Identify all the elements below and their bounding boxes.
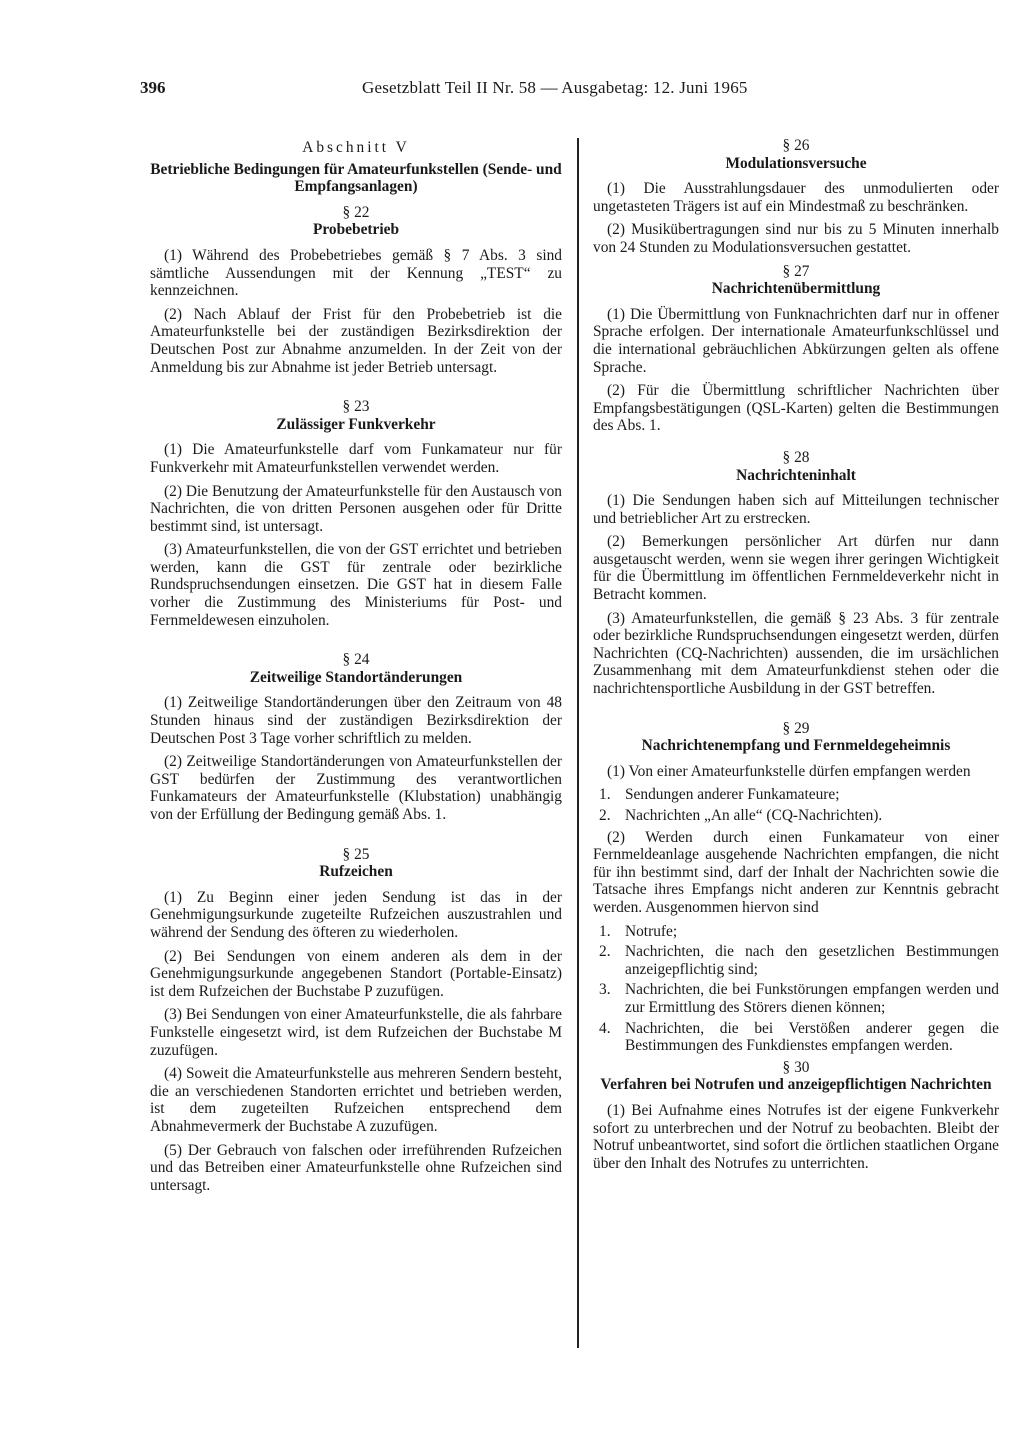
- paragraph-number: § 24: [342, 651, 370, 669]
- list-text: Nachrichten, die bei Verstößen anderer gegen die Bestimmungen des Funkdienstes empfangen werden.: [625, 1019, 999, 1055]
- text-paragraph: (2) Zeitweilige Standortänderungen von Amateurfunkstellen der GST bedürfen der Zustimmung des verantwortlichen Funkamateurs der Amateurfunkstelle (Klubstation) unabhängig von der Erfüllung der Bedingung gemäß Abs. 1.: [150, 753, 562, 823]
- list-text: Notrufe;: [625, 922, 678, 940]
- text-paragraph: (2) Musikübertragungen sind nur bis zu 5 Minuten innerhalb von 24 Stunden zu Modulationsversuchen gestattet.: [593, 221, 999, 256]
- list-item: [593, 943, 999, 978]
- enumerated-list: [593, 923, 999, 1055]
- paragraph-title: Probebetrieb: [312, 221, 400, 239]
- list-number: 4.: [599, 1019, 611, 1037]
- text-paragraph: (1) Die Übermittlung von Funknachrichten darf nur in offener Sprache erfolgen. Der internationale Amateurfunkschlüssel und die international gebräuchlichen Abkürzungen gelten als offene Sprache.: [593, 305, 999, 376]
- list-number: 1.: [599, 786, 611, 804]
- text-paragraph: (1) Die Ausstrahlungsdauer des unmodulierten oder ungetasteten Trägers ist auf ein Mindestmaß zu beschränken.: [593, 180, 999, 215]
- list-number: 3.: [599, 981, 611, 999]
- text-paragraph: (1) Die Sendungen haben sich auf Mitteilungen technischer und betrieblicher Art zu erstrecken.: [593, 492, 999, 527]
- text-paragraph: (1) Bei Aufnahme eines Notrufes ist der eigene Funkverkehr sofort zu unterbrechen und der Notruf zu beobachten. Bleibt der Notruf unbeantwortet, sind sofort die örtlichen staatlichen Organe über den Inhalt des Notrufes zu unterrichten.: [593, 1101, 999, 1172]
- paragraph-title: Nachrichtenempfang und Fernmeldegeheimnis: [641, 737, 951, 755]
- paragraph-title: Zulässiger Funkverkehr: [276, 415, 436, 433]
- text-paragraph: (2) Die Benutzung der Amateurfunkstelle für den Austausch von Nachrichten, die von dritten Personen ausgehen oder für Dritte bestimmt sind, ist untersagt.: [150, 482, 562, 535]
- gazette-title: Gesetzblatt Teil II Nr. 58 — Ausgabetag: 12. Juni 1965: [362, 78, 748, 97]
- paragraph-number: § 23: [342, 398, 370, 416]
- list-number: 2.: [599, 807, 611, 824]
- section-heading: Abschnitt V: [302, 139, 410, 156]
- paragraph-title: Rufzeichen: [319, 863, 393, 881]
- text-paragraph: (4) Soweit die Amateurfunkstelle aus mehreren Sendern besteht, die an verschiedenen Standorten errichtet und betrieben werden, ist dem zugeteilten Rufzeichen entsprechend dem Abnahmevermerk der Buchstabe A zuzufügen.: [150, 1065, 562, 1135]
- enumerated-list: [593, 786, 999, 824]
- list-text: Nachrichten „An alle“ (CQ-Nachrichten).: [625, 807, 883, 824]
- paragraph-number: § 27: [782, 262, 810, 280]
- page-header: [130, 78, 890, 104]
- paragraph-title: Modulationsversuche: [725, 154, 867, 172]
- paragraph-title: Nachrichteninhalt: [736, 466, 856, 484]
- text-paragraph: (1) Während des Probebetriebes gemäß § 7 Abs. 3 sind sämtliche Aussendungen mit der Kennung „TEST“ zu kennzeichnen.: [150, 246, 562, 300]
- text-paragraph: (1) Zu Beginn einer jeden Sendung ist das in der Genehmigungsurkunde zugeteilte Rufzeichen auszustrahlen und während der Sendung des öfteren zu wiederholen.: [150, 888, 562, 941]
- list-text: Sendungen anderer Funkamateure;: [625, 786, 840, 804]
- left-column: [150, 137, 562, 1200]
- list-text: Nachrichten, die nach den gesetzlichen Bestimmungen anzeigepflichtig sind;: [625, 943, 999, 978]
- text-paragraph: (3) Amateurfunkstellen, die von der GST errichtet und betrieben werden, kann die GST für zentrale oder bezirkliche Rundspruchsendungen einsetzen. Die GST hat in diesem Falle vorher die Zustimmung des Ministeriums für Post- und Fernmeldewesen einzuholen.: [150, 541, 562, 629]
- column-divider: [577, 138, 579, 1348]
- list-number: 1.: [599, 922, 611, 940]
- text-paragraph: (1) Zeitweilige Standortänderungen über den Zeitraum von 48 Stunden hinaus sind der zuständigen Bezirksdirektion der Deutschen Post 3 Tage vorher schriftlich zu melden.: [150, 694, 562, 747]
- list-text: Nachrichten, die bei Funkstörungen empfangen werden und zur Ermittlung des Störers dienen können;: [625, 981, 999, 1016]
- section-title: Betriebliche Bedingungen für Amateurfunkstellen (Sende- und Empfangsanlagen): [150, 160, 562, 196]
- text-paragraph: (2) Werden durch einen Funkamateur von einer Fernmeldeanlage ausgehende Nachrichten empfangen, die nicht für ihn bestimmt sind, darf der Inhalt der Nachrichten sowie die Tatsache ihres Empfangs nicht anderen zur Kenntnis gebracht werden. Ausgenommen hiervon sind: [593, 828, 999, 916]
- paragraph-number: § 22: [342, 203, 370, 221]
- list-item: [593, 807, 999, 825]
- list-item: [593, 786, 999, 804]
- paragraph-number: § 29: [782, 719, 810, 737]
- text-paragraph: (2) Bei Sendungen von einem anderen als dem in der Genehmigungsurkunde angegebenen Standort (Portable-Einsatz) ist dem Rufzeichen der Buchstabe P zuzufügen.: [150, 947, 562, 1000]
- paragraph-number: § 26: [782, 137, 810, 154]
- text-paragraph: (1) Die Amateurfunkstelle darf vom Funkamateur nur für Funkverkehr mit Amateurfunkstellen verwendet werden.: [150, 441, 562, 476]
- text-paragraph: (3) Bei Sendungen von einer Amateurfunkstelle, die als fahrbare Funkstelle eingesetzt wird, ist dem Rufzeichen der Buchstabe M zuzufügen.: [150, 1006, 562, 1059]
- paragraph-title: Verfahren bei Notrufen und anzeigepflichtigen Nachrichten: [600, 1076, 992, 1094]
- text-paragraph: (1) Von einer Amateurfunkstelle dürfen empfangen werden: [607, 762, 971, 780]
- list-item: [593, 1020, 999, 1055]
- text-paragraph: (5) Der Gebrauch von falschen oder irreführenden Rufzeichen und das Betreiben einer Amateurfunkstelle ohne Rufzeichen sind untersagt.: [150, 1141, 562, 1194]
- right-column: [593, 137, 999, 1178]
- paragraph-number: § 30: [782, 1058, 810, 1076]
- text-paragraph: (2) Für die Übermittlung schriftlicher Nachrichten über Empfangsbestätigungen (QSL-Karten) gelten die Bestimmungen des Abs. 1.: [593, 382, 999, 435]
- paragraph-title: Nachrichtenübermittlung: [711, 280, 881, 298]
- list-number: 2.: [599, 943, 611, 961]
- paragraph-number: § 25: [342, 845, 370, 863]
- text-paragraph: (3) Amateurfunkstellen, die gemäß § 23 Abs. 3 für zentrale oder bezirkliche Rundspruchsendungen eingesetzt werden, dürfen Nachrichten (CQ-Nachrichten) aussenden, die im ursächlichen Zusammenhang mit dem Amateurfunkdienst stehen oder die nachrichtensportliche Ausbildung in der GST betreffen.: [593, 609, 999, 698]
- text-paragraph: (2) Bemerkungen persönlicher Art dürfen nur dann ausgetauscht werden, wenn sie wegen ihrer geringen Wichtigkeit für die Übermittlung im öffentlichen Fernmeldeverkehr nicht in Betracht kommen.: [593, 533, 999, 604]
- list-item: [593, 981, 999, 1016]
- paragraph-title: Zeitweilige Standortänderungen: [249, 668, 463, 686]
- text-paragraph: (2) Nach Ablauf der Frist für den Probebetrieb ist die Amateurfunkstelle bei der zuständigen Bezirksdirektion der Deutschen Post zur Abnahme anzumelden. In der Zeit von der Anmeldung bis zur Abnahme ist jeder Betrieb untersagt.: [150, 305, 562, 376]
- page-number: 396: [140, 78, 166, 97]
- list-item: [593, 923, 999, 941]
- paragraph-number: § 28: [782, 448, 810, 466]
